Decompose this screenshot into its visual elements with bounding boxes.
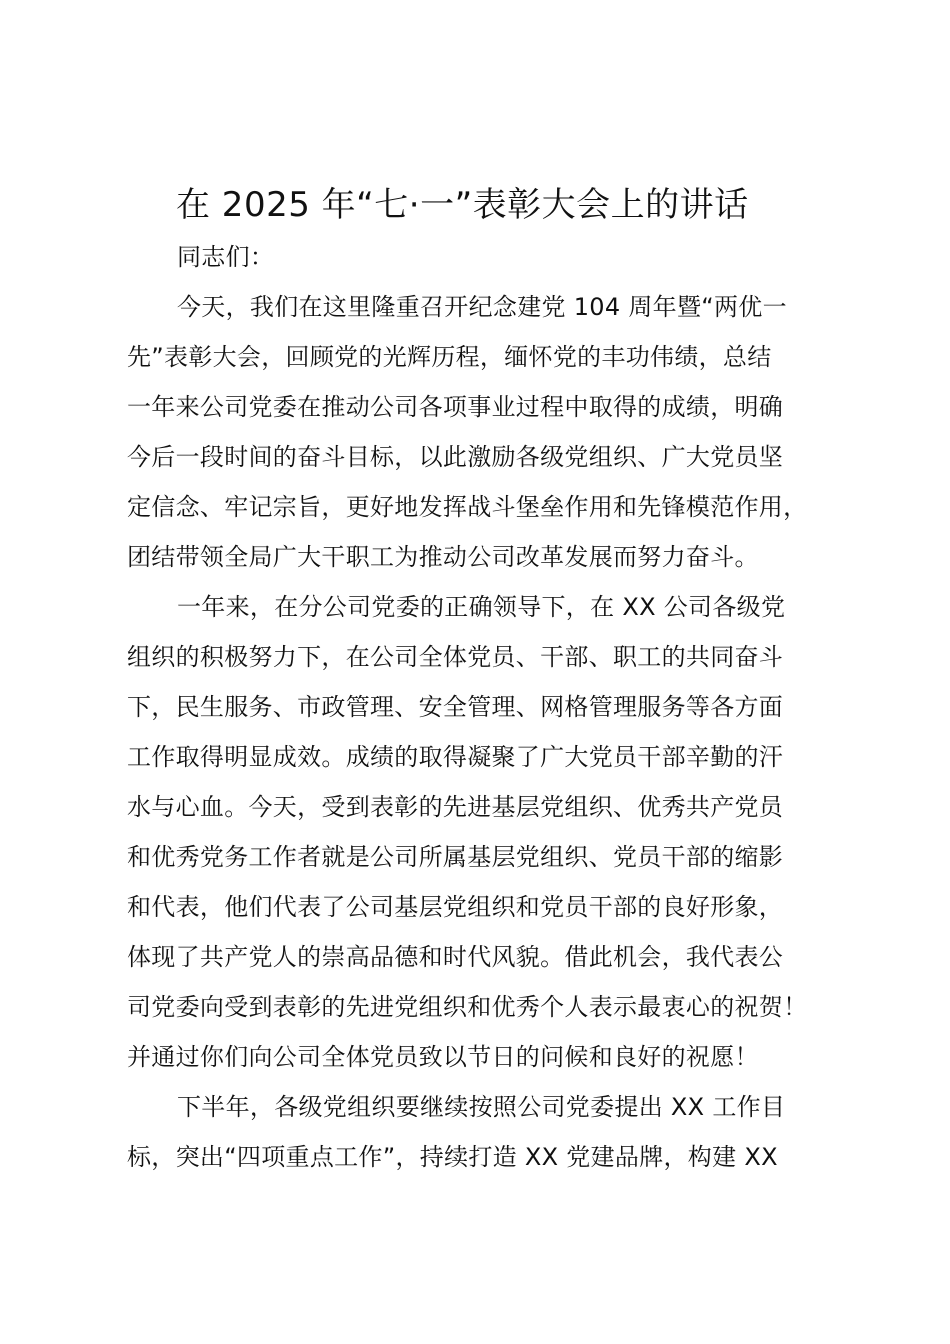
paragraph-line: 先”表彰大会，回顾党的光辉历程，缅怀党的丰功伟绩，总结 xyxy=(127,343,772,371)
paragraph-line: 司党委向受到表彰的先进党组织和优秀个人表示最衷心的祝贺！ xyxy=(127,993,808,1021)
paragraph-line: 下，民生服务、市政管理、安全管理、网格管理服务等各方面 xyxy=(127,693,784,721)
paragraph-line: 下半年，各级党组织要继续按照公司党委提出 XX 工作目 xyxy=(177,1093,786,1121)
paragraph-line: 组织的积极努力下，在公司全体党员、干部、职工的共同奋斗 xyxy=(127,643,784,671)
paragraph-2 xyxy=(127,582,857,1082)
paragraph-line: 定信念、牢记宗旨，更好地发挥战斗堡垒作用和先锋模范作用， xyxy=(127,493,808,521)
paragraph-line: 标，突出“四项重点工作”，持续打造 XX 党建品牌，构建 XX xyxy=(127,1143,778,1171)
paragraph-line: 一年来公司党委在推动公司各项事业过程中取得的成绩，明确 xyxy=(127,393,784,421)
paragraph-line: 水与心血。今天，受到表彰的先进基层党组织、优秀共产党员 xyxy=(127,793,784,821)
paragraph-1 xyxy=(127,282,857,582)
document-body xyxy=(127,232,857,1182)
paragraph-3 xyxy=(127,1082,857,1182)
paragraph-line: 团结带领全局广大干职工为推动公司改革发展而努力奋斗。 xyxy=(127,543,759,571)
paragraph-line: 工作取得明显成效。成绩的取得凝聚了广大党员干部辛勤的汗 xyxy=(127,743,784,771)
paragraph-line: 一年来，在分公司党委的正确领导下，在 XX 公司各级党 xyxy=(177,593,786,621)
document-title: 在 2025 年“七·一”表彰大会上的讲话 xyxy=(176,185,749,225)
paragraph-line: 并通过你们向公司全体党员致以节日的问候和良好的祝愿！ xyxy=(127,1043,759,1071)
salutation: 同志们： xyxy=(177,243,275,271)
paragraph-line: 今后一段时间的奋斗目标，以此激励各级党组织、广大党员坚 xyxy=(127,443,784,471)
paragraph-line: 今天，我们在这里隆重召开纪念建党 104 周年暨“两优一 xyxy=(177,293,787,321)
paragraph-line: 和优秀党务工作者就是公司所属基层党组织、党员干部的缩影 xyxy=(127,843,784,871)
paragraph-line: 和代表，他们代表了公司基层党组织和党员干部的良好形象， xyxy=(127,893,784,921)
paragraph-line: 体现了共产党人的崇高品德和时代风貌。借此机会，我代表公 xyxy=(127,943,784,971)
